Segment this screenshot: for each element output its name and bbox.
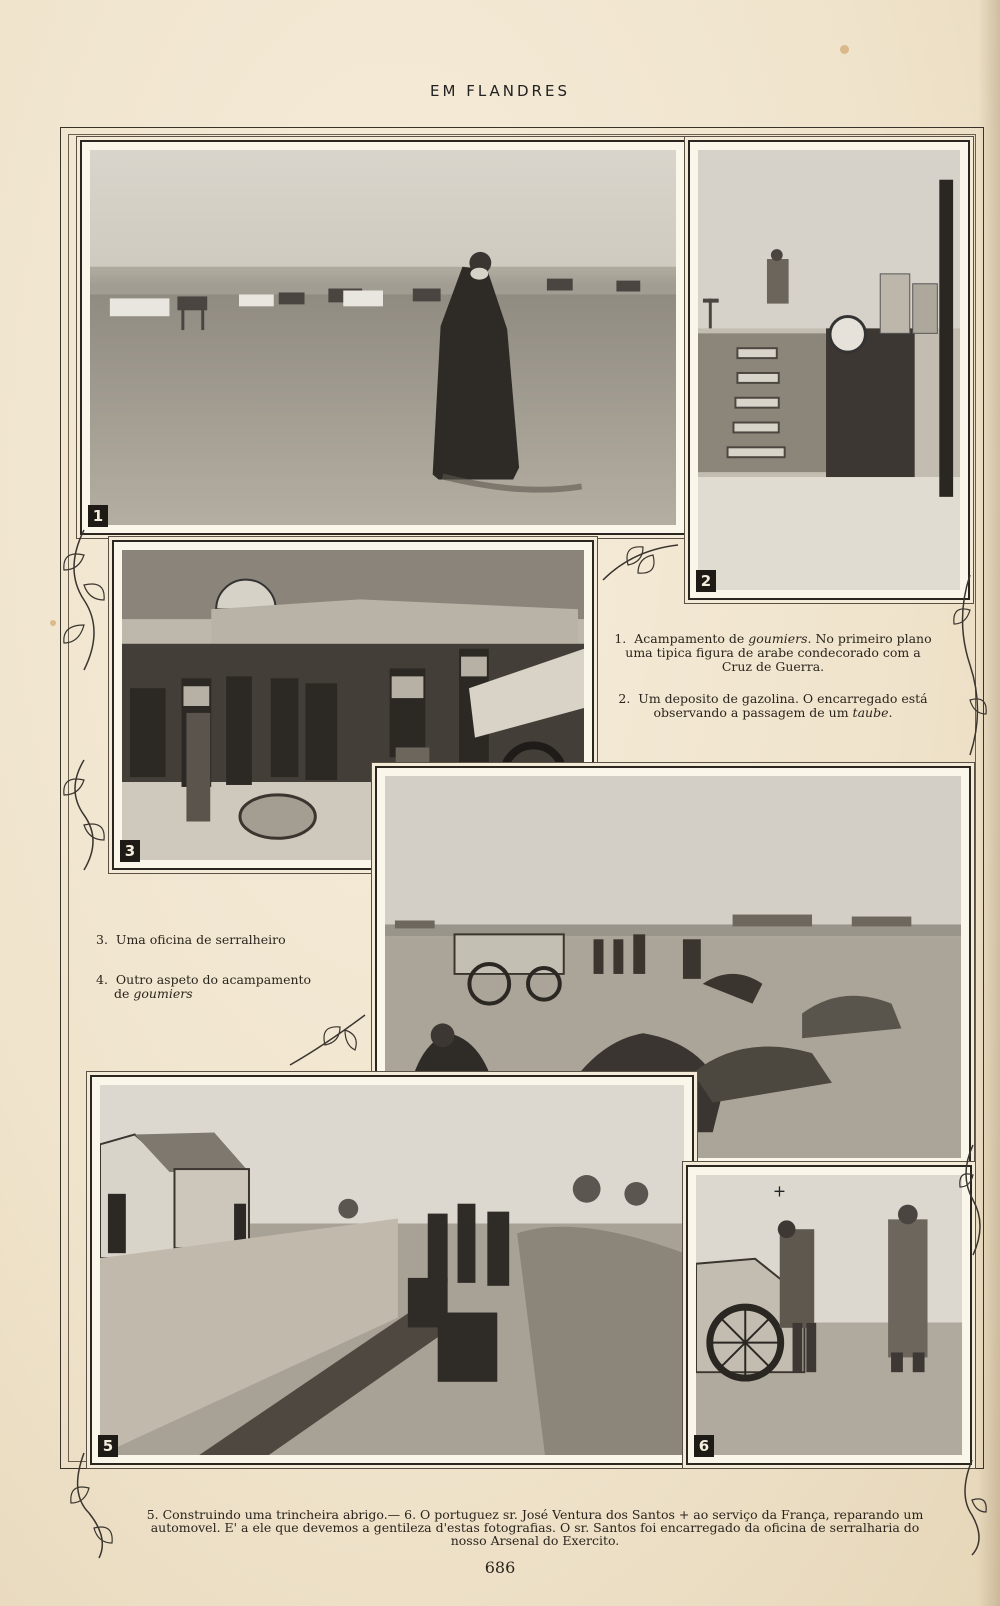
caption-1-number: 1. — [614, 631, 627, 646]
photo-trench-construction — [90, 1075, 694, 1465]
caption-1-lead: Acampamento de — [634, 631, 745, 646]
caption-4-body: Outro aspeto do acampamento de — [114, 972, 312, 1001]
foxing-spot — [840, 45, 849, 54]
caption-1-italic: goumiers. — [748, 631, 812, 646]
floral-ornament-left-middle — [58, 755, 110, 875]
page-number: 686 — [484, 1558, 516, 1577]
captions-photos-3-4 — [96, 933, 312, 1019]
photo-6-image — [696, 1175, 962, 1455]
photo-number-badge: 3 — [120, 840, 140, 862]
floral-ornament-right — [950, 570, 990, 760]
photo-5-image — [100, 1085, 684, 1455]
caption-photos-5-6: 5. Construindo uma trincheira abrigo.— 6. O portuguez sr. José Ventura dos Santos + ao serviço da França, reparando um automovel. E' a ele que devemos a gentileza d'estas fotografias. O sr. Santos foi encarregado da oficina de serralharia do nosso Arsenal do Exercito. — [146, 1507, 924, 1548]
photo-number-badge: 5 — [98, 1435, 118, 1457]
photo-number-badge: 1 — [88, 505, 108, 527]
photo-1-image — [90, 150, 676, 525]
floral-ornament-left-caption — [285, 1010, 370, 1070]
floral-ornament-left-upper — [58, 525, 110, 675]
caption-4 — [96, 973, 312, 1001]
caption-2-number: 2. — [618, 691, 631, 706]
photo-number-badge: 6 — [694, 1435, 714, 1457]
caption-2-italic: taube — [852, 705, 889, 720]
floral-ornament-bottom-right — [952, 1455, 990, 1560]
caption-2-end: . — [888, 705, 893, 720]
floral-ornament-bottom-left — [64, 1448, 124, 1563]
captions-photos-1-2 — [612, 632, 934, 738]
foxing-spot — [50, 620, 56, 626]
caption-3-body: Uma oficina de serralheiro — [115, 932, 286, 947]
cross-mark: + — [772, 1181, 787, 1201]
caption-2-body: Um deposito de gazolina. O encarregado está observando a passagem de um — [638, 691, 928, 720]
photo-number-badge: 2 — [696, 570, 716, 592]
caption-3 — [96, 933, 312, 947]
photo-car-repair — [686, 1165, 972, 1465]
caption-4-italic: goumiers — [133, 986, 193, 1001]
floral-ornament-right-lower — [955, 1140, 990, 1260]
caption-4-number: 4. — [96, 972, 108, 987]
page-heading: EM FLANDRES — [430, 82, 570, 100]
floral-ornament-center — [598, 540, 683, 590]
photo-petrol-depot — [688, 140, 970, 600]
photo-2-image — [698, 150, 960, 590]
caption-3-number: 3. — [96, 932, 108, 947]
caption-2 — [612, 692, 934, 720]
caption-1 — [612, 632, 934, 674]
caption-1-body: No primeiro plano uma tipica figura de arabe condecorado com a Cruz de Guerra. — [625, 631, 932, 674]
photo-goumier-camp — [80, 140, 686, 535]
